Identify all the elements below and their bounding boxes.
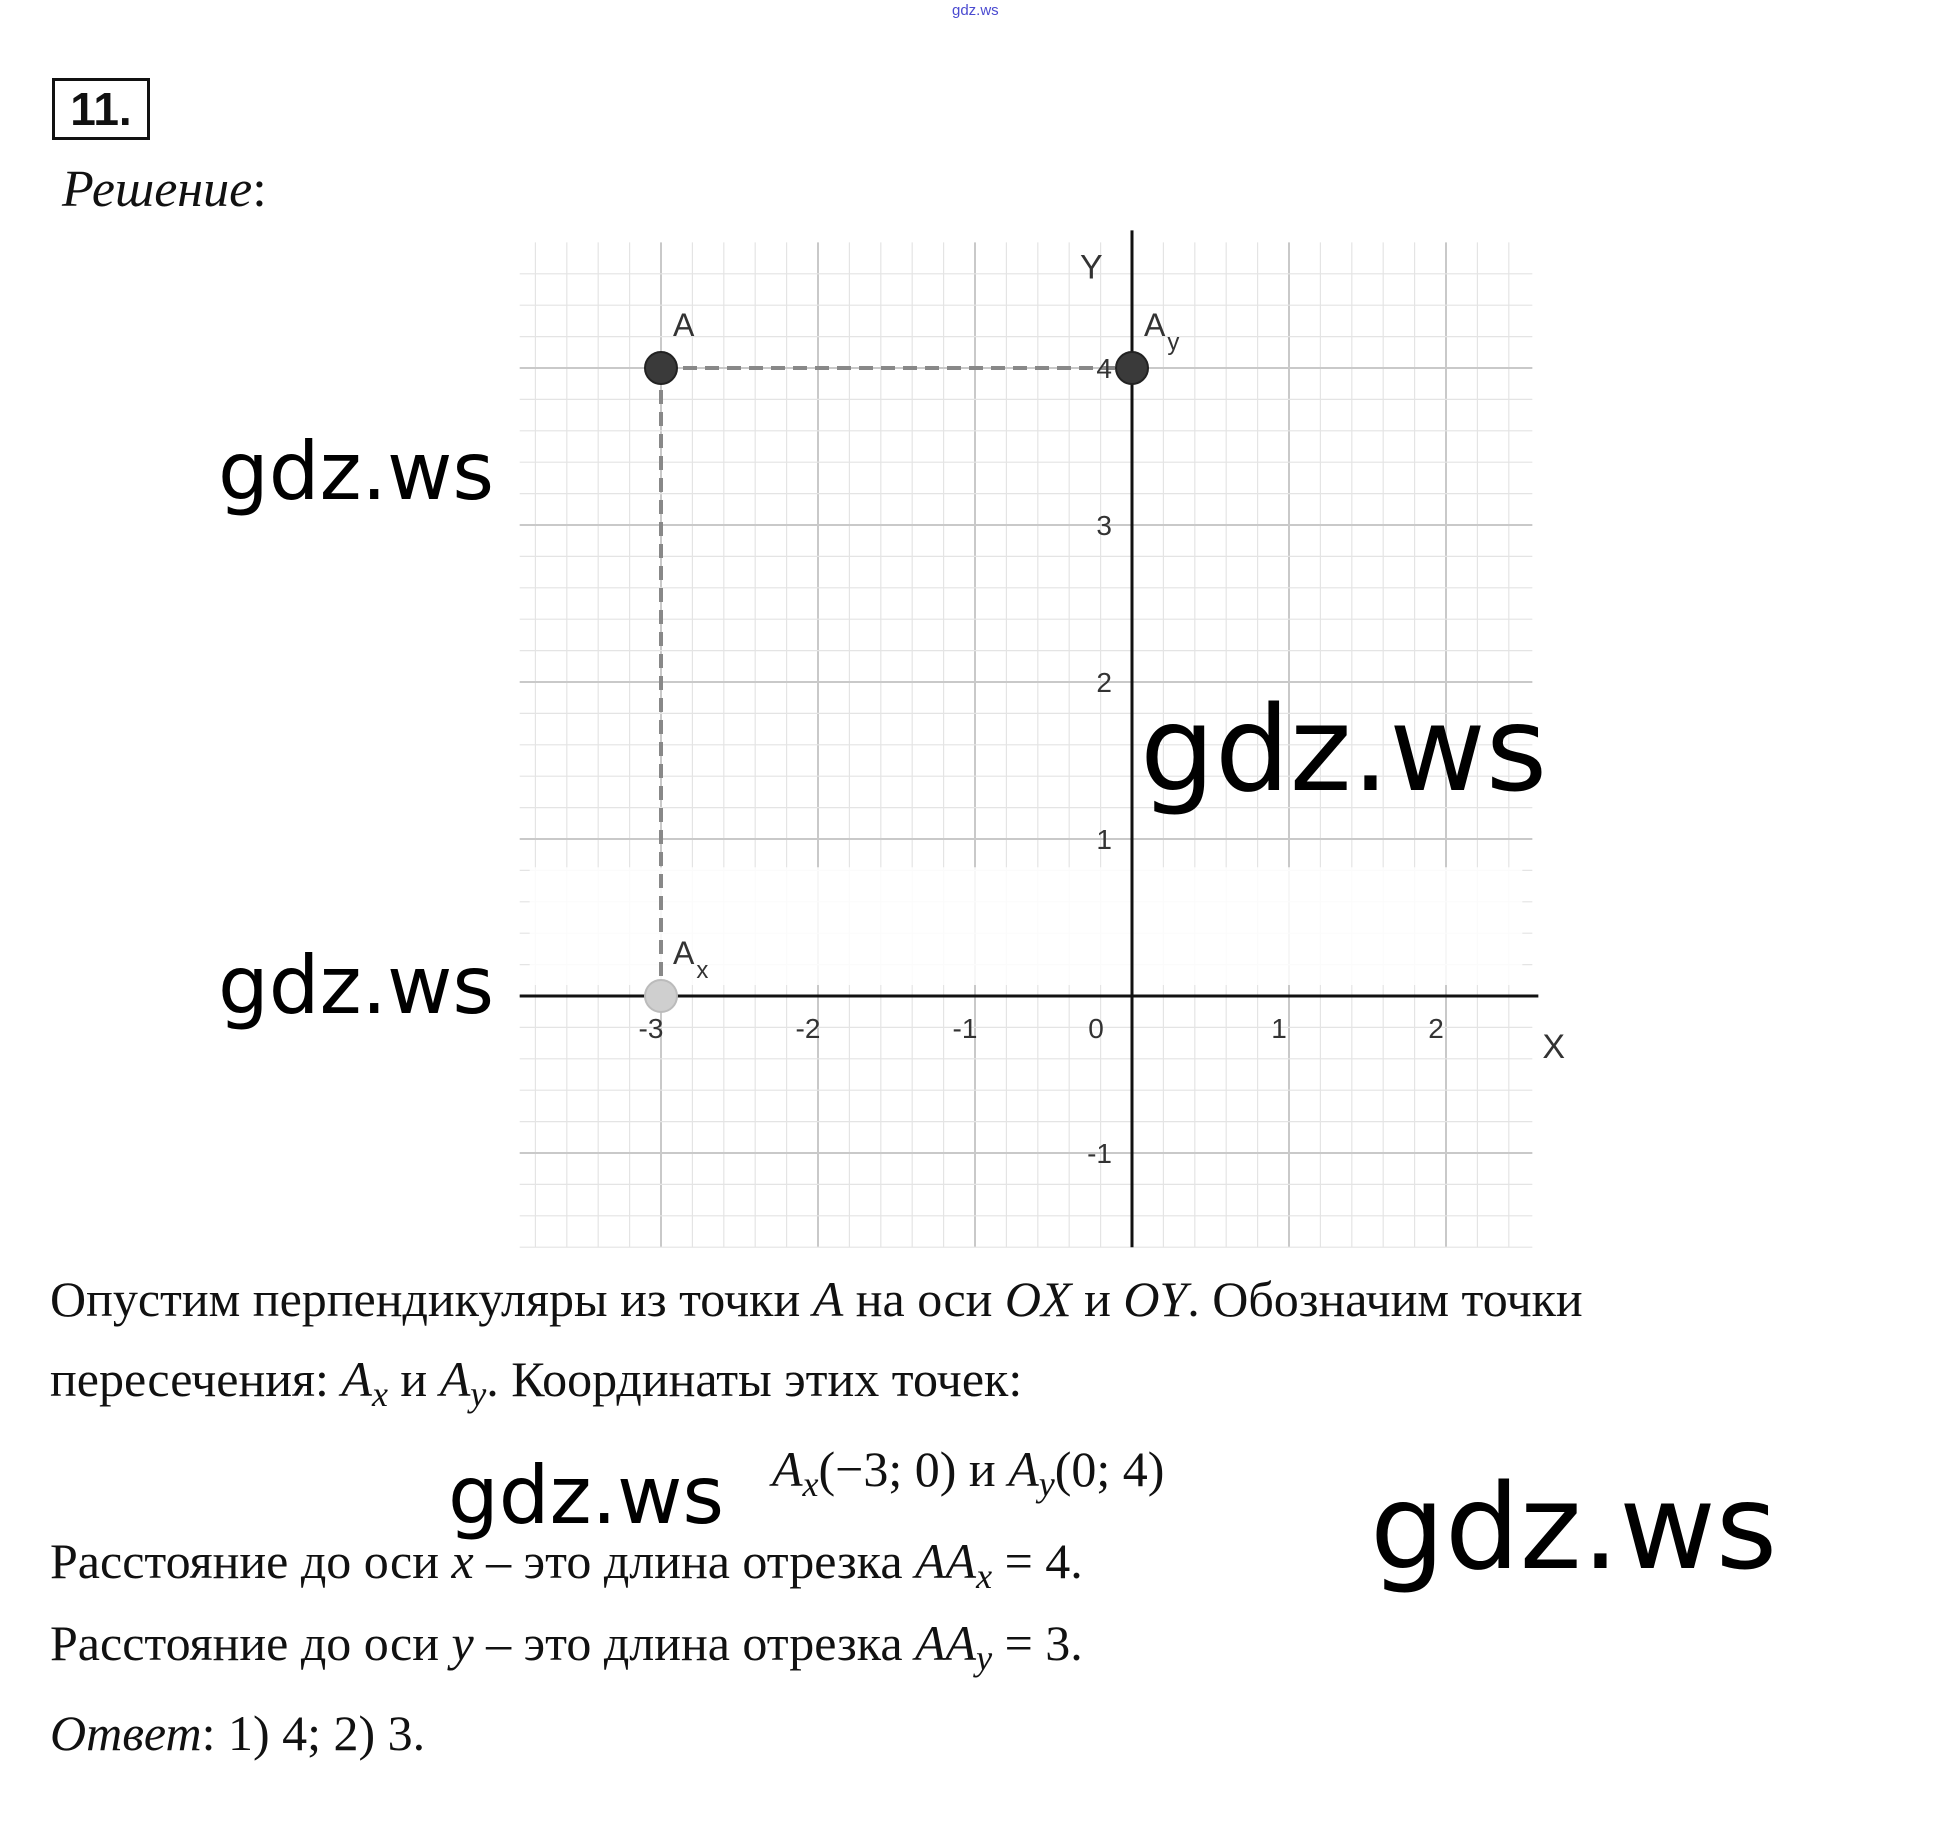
point-label: $A_x$	[673, 935, 709, 984]
point-label: $A_y$	[1144, 307, 1180, 356]
watermark: gdz.ws	[448, 1449, 725, 1542]
site-mark: gdz.ws	[952, 2, 999, 19]
y-tick-label: 2	[1096, 667, 1112, 698]
watermark: gdz.ws	[1370, 1458, 1778, 1596]
x-tick-label: -3	[638, 1013, 664, 1044]
text-line-2: пересечения: $A_x$ и $A_y$. Координаты этих точек:	[50, 1351, 1023, 1414]
y-tick-label: 1	[1096, 824, 1112, 855]
task-number: 11.	[52, 78, 150, 140]
x-tick-label: -2	[795, 1013, 821, 1044]
distance-line-2: Расстояние до оси y – это длина отрезка $AA_y = 3$.	[50, 1615, 1083, 1678]
watermark: gdz.ws	[218, 425, 495, 518]
solution-label: Решение:	[62, 161, 267, 218]
y-tick-label: 4	[1096, 353, 1112, 384]
y-axis-label: Y	[1080, 248, 1103, 287]
point-label-subscript: x	[696, 957, 709, 984]
point-label: A	[673, 307, 695, 343]
x-tick-label: 0	[1088, 1013, 1104, 1044]
answer: Ответ: 1) 4; 2) 3.	[50, 1705, 426, 1761]
point-label-subscript: y	[1167, 329, 1180, 356]
x-tick-label: 1	[1271, 1013, 1287, 1044]
watermark: gdz.ws	[1140, 680, 1548, 818]
coordinates-formula: $A_x(-3$; 0) и $A_y(0$; 4)	[772, 1441, 1165, 1504]
y-tick-label: 3	[1096, 510, 1112, 541]
x-tick-label: -1	[952, 1013, 978, 1044]
distance-line-1: Расстояние до оси x – это длина отрезка $AA_x = 4$.	[50, 1533, 1083, 1596]
point	[1116, 352, 1148, 384]
y-tick-label: -1	[1087, 1138, 1112, 1169]
x-tick-label: 2	[1428, 1013, 1444, 1044]
point	[645, 980, 677, 1012]
watermark: gdz.ws	[218, 939, 495, 1032]
text-line-1: Опустим перпендикуляры из точки A на оси OX и OY. Обозначим точки	[50, 1271, 1583, 1327]
x-axis-label: X	[1542, 1028, 1566, 1066]
point	[645, 352, 677, 384]
